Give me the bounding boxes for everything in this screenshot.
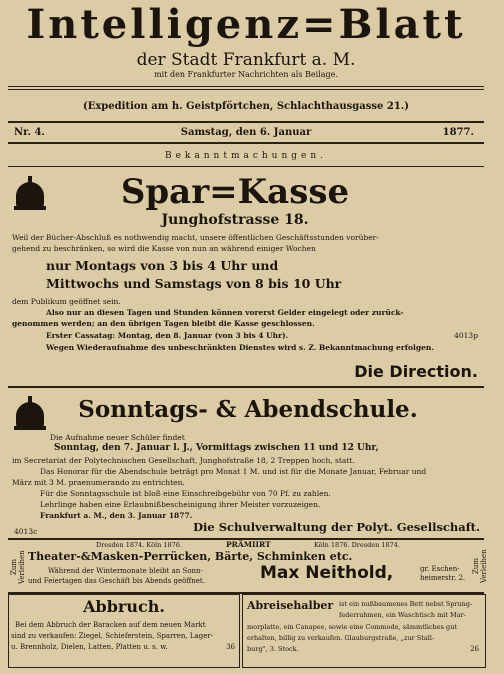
sonntag-text-line: Die Aufnahme neuer Schüler findet: [50, 433, 185, 442]
rule: [8, 166, 484, 167]
spar-kasse-address: Junghofstrasse 18.: [161, 212, 309, 228]
rule: [8, 142, 484, 144]
issue-date: Samstag, den 6. Januar: [180, 127, 312, 138]
abreise-line: erhalten, billig zu verkaufen. Glauburgstraße, „zur Stall-: [247, 634, 435, 642]
sonntag-text-line: Für die Sonntagsschule ist bloß eine Einschreibgebühr von 70 Pf. zu zahlen.: [40, 489, 331, 498]
theatre-subline: Während der Wintermonate bleibt an Sonn-: [48, 567, 203, 575]
rule: [8, 89, 484, 90]
theatre-heading: Theater-&Masken-Perrücken, Bärte, Schminken etc.: [28, 550, 353, 563]
sonntag-signature: Die Schulverwaltung der Polyt. Gesellschaft.: [193, 520, 480, 534]
abreise-ad: [242, 594, 486, 668]
abreise-line: ist ein nußbaumenes Bett nebst Sprung-: [339, 600, 473, 608]
abreise-line: federrahmen, ein Waschtisch mit Mar-: [339, 611, 466, 619]
exhibitions-left: Dresden 1874. Köln 1876.: [96, 541, 182, 549]
abreise-line: morplatte, ein Canapee, sowie eine Commode, sämmtliches gut: [247, 623, 458, 631]
abbruch-line: Bei dem Abbruch der Baracken auf dem neuen Markt: [15, 621, 206, 629]
abbruch-ad: [8, 594, 240, 668]
masthead-title: Intelligenz=Blatt: [26, 1, 466, 48]
issue-number: Nr. 4.: [14, 127, 45, 138]
sonntag-text-line: März mit 3 M. praenumerando zu entrichten.: [12, 478, 185, 487]
sonntag-text-line: Frankfurt a. M., den 3. Januar 1877.: [40, 511, 193, 520]
spar-signature: Die Direction.: [354, 362, 478, 381]
neithold-name: Max Neithold,: [260, 563, 394, 583]
rule: [8, 86, 484, 87]
theatre-subline: und Feiertagen das Geschäft bis Abends geöffnet.: [28, 577, 205, 585]
abbruch-ref: 36: [226, 643, 235, 651]
exhibitions-right: Köln 1876. Dresden 1874.: [314, 541, 400, 549]
neithold-address: gr. Eschen- heimerstr. 2.: [420, 565, 466, 582]
pramiirt-label: PRÄMIIRT: [226, 540, 271, 549]
abreise-title: Abreisehalber: [247, 599, 334, 612]
abbruch-line: sind zu verkaufen: Ziegel, Schieferstein, Sparren, Lager-: [11, 632, 214, 640]
spar-kasse-title: Spar=Kasse: [120, 172, 350, 212]
spar-text-line: dem Publikum geöffnet sein.: [12, 297, 121, 306]
spar-text-line: genommen werden; an den übrigen Tagen bleibt die Kasse geschlossen.: [12, 319, 315, 328]
vertical-label-right: Zum Verleihen: [472, 549, 488, 583]
spar-hours-2: Mittwochs und Samstags von 8 bis 10 Uhr: [46, 276, 342, 291]
expedition-line: (Expedition am h. Geistpförtchen, Schlachthausgasse 21.): [82, 101, 410, 112]
spar-text-line: Weil der Bücher-Abschluß es nothwendig macht, unsere öffentlichen Geschäftsstunden vorüber-: [12, 233, 379, 242]
spar-text-line: Also nur an diesen Tagen und Stunden können vorerst Gelder eingelegt oder zurück-: [46, 308, 404, 317]
spar-ref: 4013p: [454, 331, 478, 340]
abbruch-line: u. Brennholz, Dielen, Latten, Platten u. s. w.: [11, 643, 168, 651]
sonntag-text-line: im Secretariat der Polytechnischen Gesellschaft, Junghofstraße 18, 2 Treppen hoch, statt.: [12, 456, 355, 465]
masthead-subline: mit den Frankfurter Nachrichten als Beilage.: [154, 70, 338, 79]
abreise-line: burg", 3. Stock.: [247, 645, 299, 653]
abreise-ref: 26: [470, 645, 479, 653]
bell-emblem-icon: [14, 396, 46, 430]
masthead-subtitle: der Stadt Frankfurt a. M.: [136, 50, 356, 70]
sonntag-text-line: Sonntag, den 7. Januar l. J., Vormittags zwischen 11 und 12 Uhr,: [54, 443, 379, 453]
sonntag-text-line: Das Honorar für die Abendschule beträgt pro Monat 1 M. und ist für die Monate Januar, Februar und: [40, 467, 427, 476]
spar-hours-1: nur Montags von 3 bis 4 Uhr und: [46, 258, 279, 273]
issue-year: 1877.: [442, 127, 474, 138]
abbruch-title: Abbruch.: [83, 597, 165, 616]
neithold-ad: [8, 540, 492, 590]
spar-text-line: gehend zu beschränken, so wird die Kasse von nun an während einiger Wochen: [12, 244, 316, 253]
bell-emblem-icon: [14, 176, 46, 210]
section-heading: Bekanntmachungen.: [164, 151, 328, 161]
spar-text-line: Erster Cassatag: Montag, den 8. Januar (von 3 bis 4 Uhr).: [46, 331, 289, 340]
sonntag-ref: 4013c: [14, 527, 38, 536]
sonntag-text-line: Lehrlinge haben eine Erlaubnißbescheinigung ihrer Meister vorzuzeigen.: [40, 500, 321, 509]
spar-text-line: Wegen Wiederaufnahme des unbeschränkten Dienstes wird s. Z. Bekanntmachung erfolgen.: [46, 343, 434, 352]
rule: [8, 386, 484, 388]
rule: [8, 121, 484, 123]
vertical-label-left: Zum Verleihen: [10, 550, 26, 584]
sonntagsschule-title: Sonntags- & Abendschule.: [78, 396, 418, 423]
